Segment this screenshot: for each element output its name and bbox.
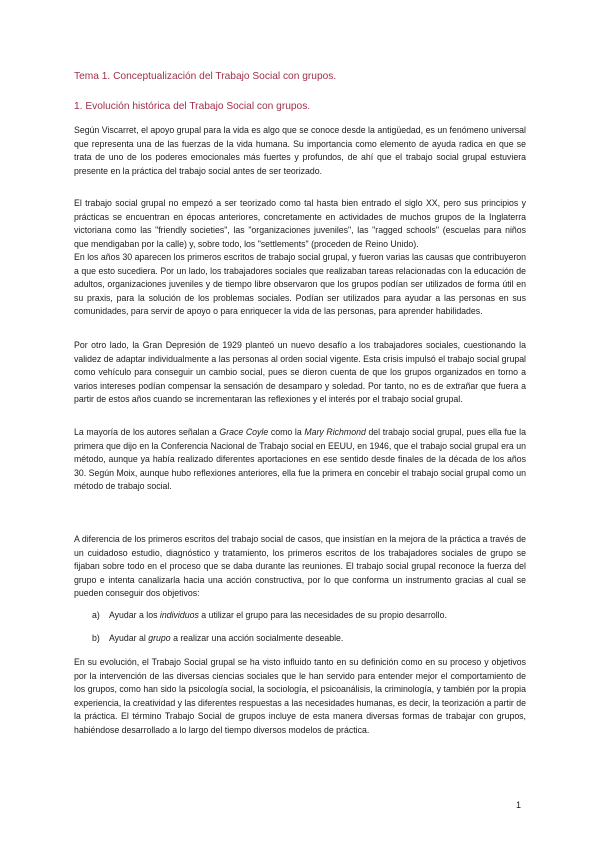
paragraph: En los años 30 aparecen los primeros escritos de trabajo social grupal, y fueron varias las causas que contribuyeron a que esto sucediera. Por un lado, los trabajadores sociales que realizaban tareas relacionadas con la educación de adultos, organizaciones juveniles y de tiempo libre observaron que los grupos podían ser utilizados de forma útil en su praxis, para la solución de los problemas sociales. Podían ser utilizados para ayudar a las personas en sus comunidades, para servir de apoyo o para enriquecer la vida de las personas, para aprender habilidades. [74, 252, 526, 317]
list-marker: a) [92, 610, 100, 620]
name-grace-coyle: Grace Coyle [219, 427, 269, 437]
objective-text-before: Ayudar a los [109, 610, 160, 620]
topic-title: Tema 1. Conceptualización del Trabajo Social con grupos. [74, 71, 337, 82]
objective-list-item [92, 632, 526, 646]
paragraph: En su evolución, el Trabajo Social grupal se ha visto influido tanto en su definición como en su proceso y objetivos por la intervención de las diversas ciencias sociales que le han servido para entender mejor el comportamiento de los grupos, como han sido la psicología social, la sociología, el psicoanálisis, la criminología, y también por la propia experiencia, la creatividad y las diferentes respuestas a las necesidades humanas, es decir, la teorización a partir de la práctica. El término Trabajo Social de grupos incluye de esta manera diversas formas de trabajar con grupos, habiéndose desarrollado a lo largo del tiempo diversos modelos de práctica. [74, 657, 526, 735]
objective-emphasis: individuos [159, 610, 199, 620]
objective-emphasis: grupo [148, 633, 171, 643]
paragraph: A diferencia de los primeros escritos del trabajo social de casos, que insistían en la mejora de la práctica a través de un cuidadoso estudio, diagnóstico y tratamiento, los primeros escritos de los trabajadores sociales de grupo se fijaban sobre todo en el proceso que se daba durante las reuniones. El trabajo social grupal reconoce la fuerza del grupo e intenta canalizarla hacia una acción constructiva, por lo que conforma un instrumento gracias al cual se pueden conseguir dos objetivos: [74, 534, 526, 599]
name-mary-richmond: Mary Richmond [304, 427, 366, 437]
objective-text-after: a utilizar el grupo para las necesidades de su propio desarrollo. [198, 610, 447, 620]
objective-text-after: a realizar una acción socialmente deseable. [170, 633, 344, 643]
paragraph: Por otro lado, la Gran Depresión de 1929 planteó un nuevo desafío a los trabajadores sociales, cuestionando la validez de adaptar individualmente a las personas al orden social vigente. Esta crisis impulsó el trabajo social grupal como vehículo para conseguir un cambio social, pues se dieron cuenta de que los grupos organizados en torno a varios intereses podían compensar la sensación de desamparo y soledad. Por tanto, no es de extrañar que fuera a partir de estos años cuando se incrementaran las reflexiones y el interés por el trabajo social grupal. [74, 340, 526, 405]
paragraph: El trabajo social grupal no empezó a ser teorizado como tal hasta bien entrado el siglo XX, pero sus principios y prácticas se encuentran en épocas anteriores, concretamente en actividades de muchos grupos de la Inglaterra victoriana como las "friendly societies", las "organizaciones juveniles", las "ragged schools" (escuelas para niños que mendigaban por la calle) y, sobre todo, los "settlements" (proceden de Reino Unido). [74, 198, 526, 249]
p5-text-after: del trabajo social grupal, pues ella fue la primera que dijo en la Conferencia Nacional de Trabajo social en EEUU, en 1946, que el trabajo social grupal era un método, aunque ya había realizado diferentes aportaciones en ese sentido desde finales de la década de los años 30. Según Moix, aunque hubo reflexiones anteriores, ella fue la primera en concebir el trabajo social grupal como un método de trabajo social. [74, 427, 526, 492]
list-marker: b) [92, 633, 100, 643]
p5-text-middle: como la [268, 427, 305, 437]
paragraph-coyle [74, 426, 526, 494]
objective-text-before: Ayudar al [109, 633, 149, 643]
paragraph: Según Viscarret, el apoyo grupal para la vida es algo que se conoce desde la antigüedad, es un fenómeno universal que representa una de las fuerzas de la vida humana. Su importancia como elemento de ayuda radica en que se trata de uno de los poderes emocionales más fuertes y profundos, de ahí que el trabajo social grupal estuviera presente en la práctica del trabajo social antes de ser teorizado. [74, 125, 526, 176]
objective-list-item [92, 609, 526, 623]
p5-text-before: La mayoría de los autores señalan a [74, 427, 220, 437]
page-number: 1 [516, 800, 522, 810]
section-title: 1. Evolución histórica del Trabajo Social con grupos. [74, 101, 311, 112]
